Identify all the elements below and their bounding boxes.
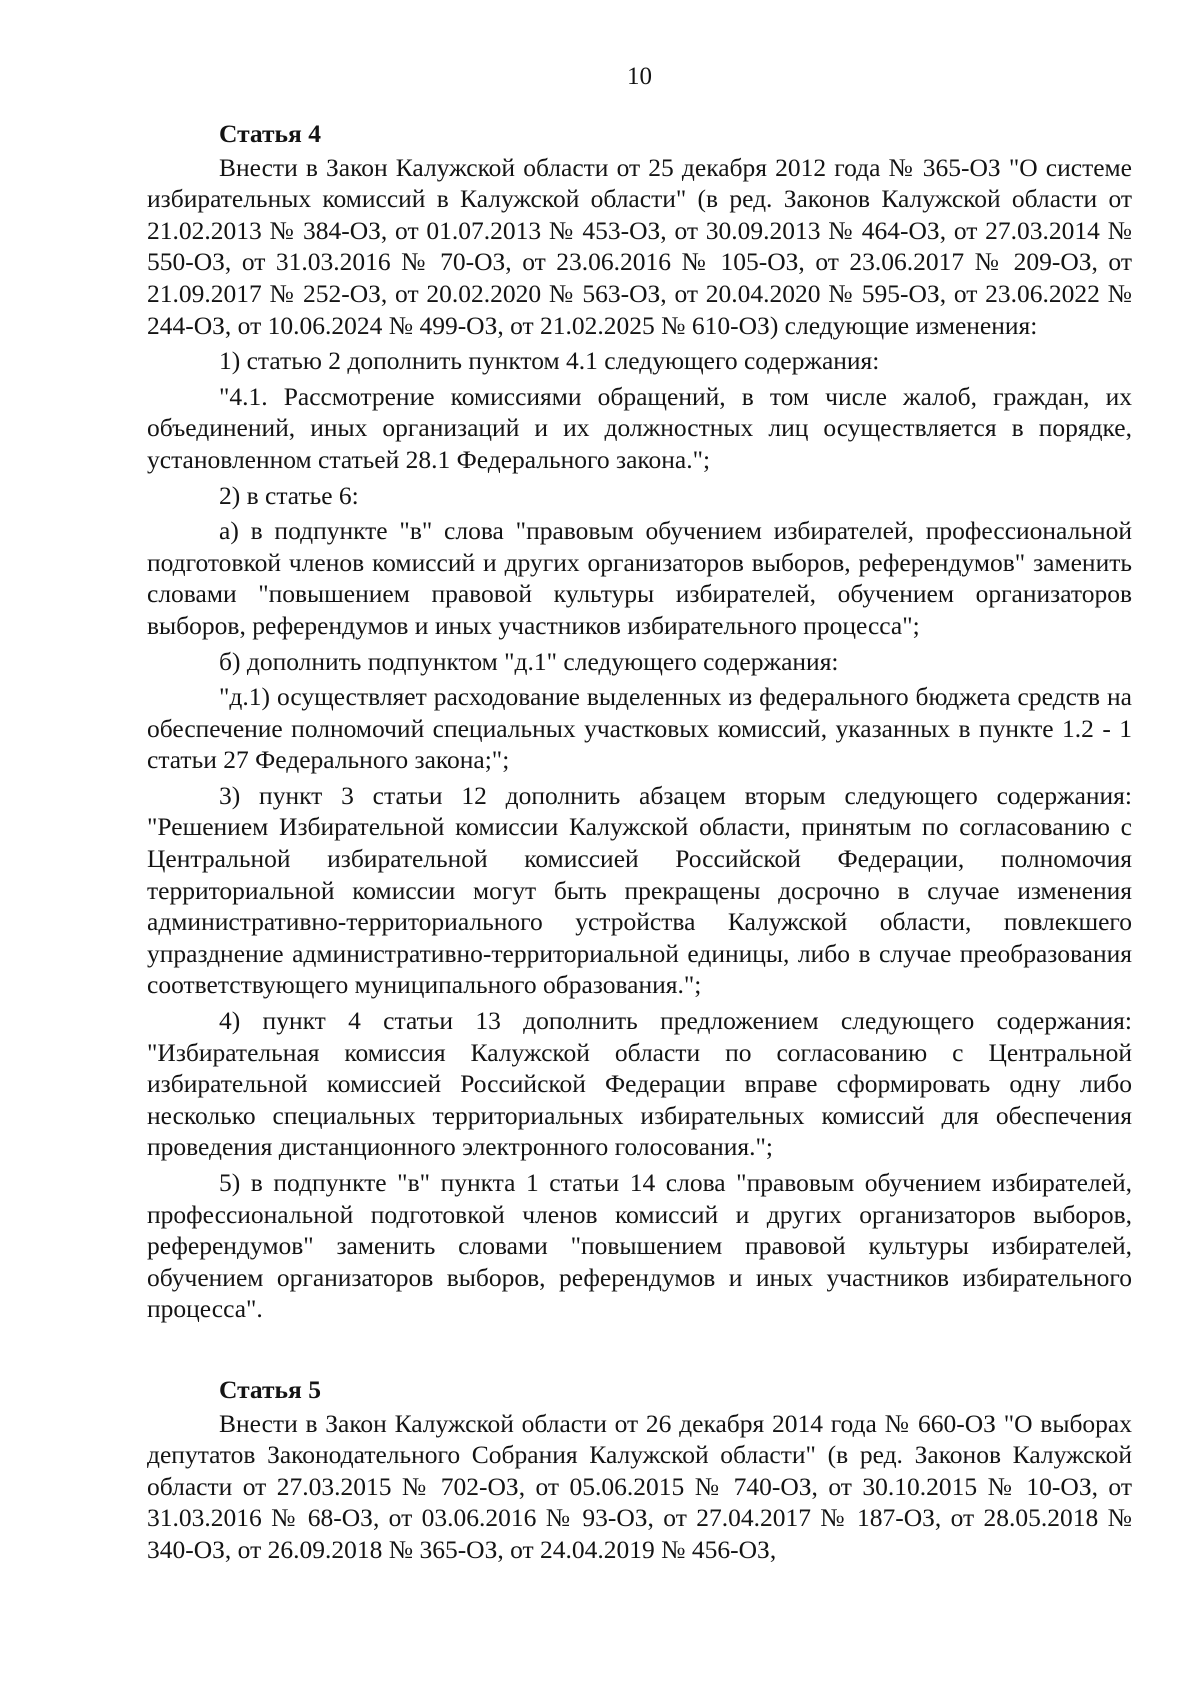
article-4-paragraph: "4.1. Рассмотрение комиссиями обращений, в том числе жалоб, граждан, их объединений, иных организаций и их должностных лиц осуществляется в порядке, установленном статьей 28.1 Федерального закона."; <box>147 381 1132 474</box>
article-5-heading: Статья 5 <box>219 1374 321 1404</box>
document-body <box>147 118 1132 1570</box>
article-4-paragraph: 3) пункт 3 статьи 12 дополнить абзацем вторым следующего содержания: "Решением Избирательной комиссии Калужской области, принятым по согласованию с Центральной избирательной комиссией Российской Федерации, полномочия территориальной комиссии могут быть прекращены досрочно в случае изменения административно-территориального устройства Калужской области, повлекшего упразднение административно-территориальной единицы, либо в случае преобразования соответствующего муниципального образования."; <box>147 780 1132 1000</box>
article-4-paragraph: "д.1) осуществляет расходование выделенных из федерального бюджета средств на обеспечение полномочий специальных участковых комиссий, указанных в пункте 1.2 - 1 статьи 27 Федерального закона;"; <box>147 682 1132 775</box>
document-page <box>147 0 1132 1697</box>
section-gap <box>147 1329 1132 1374</box>
article-4-paragraph: 4) пункт 4 статьи 13 дополнить предложением следующего содержания: "Избирательная комиссия Калужской области по согласованию с Центральной избирательной комиссией Российской Федерации вправе сформировать одну либо несколько специальных территориальных избирательных комиссий для обеспечения проведения дистанционного электронного голосования."; <box>147 1006 1132 1162</box>
article-5-paragraph: Внести в Закон Калужской области от 26 декабря 2014 года № 660-ОЗ "О выборах депутатов Законодательного Собрания Калужской области" (в ред. Законов Калужской области от 27.03.2015 № 702-ОЗ, от 05.06.2015 № 740-ОЗ, от 30.10.2015 № 10-ОЗ, от 31.03.2016 № 68-ОЗ, от 03.06.2016 № 93-ОЗ, от 27.04.2017 № 187-ОЗ, от 28.05.2018 № 340-ОЗ, от 26.09.2018 № 365-ОЗ, от 24.04.2019 № 456-ОЗ, <box>147 1408 1132 1564</box>
article-4-paragraph: 5) в подпункте "в" пункта 1 статьи 14 слова "правовым обучением избирателей, профессиональной подготовкой членов комиссий и других организаторов выборов, референдумов" заменить словами "повышением правовой культуры избирателей, обучением организаторов выборов, референдумов и иных участников избирательного процесса". <box>147 1168 1132 1324</box>
article-4-paragraph: а) в подпункте "в" слова "правовым обучением избирателей, профессиональной подготовкой членов комиссий и других организаторов выборов, референдумов" заменить словами "повышением правовой культуры избирателей, обучением организаторов выборов, референдумов и иных участников избирательного процесса"; <box>147 516 1132 640</box>
page-number: 10 <box>627 63 652 90</box>
article-4-paragraph: Внести в Закон Калужской области от 25 декабря 2012 года № 365-ОЗ "О системе избирательных комиссий в Калужской области" (в ред. Законов Калужской области от 21.02.2013 № 384-ОЗ, от 01.07.2013 № 453-ОЗ, от 30.09.2013 № 464-ОЗ, от 27.03.2014 № 550-ОЗ, от 31.03.2016 № 70-ОЗ, от 23.06.2016 № 105-ОЗ, от 23.06.2017 № 209-ОЗ, от 21.09.2017 № 252-ОЗ, от 20.02.2020 № 563-ОЗ, от 20.04.2020 № 595-ОЗ, от 23.06.2022 № 244-ОЗ, от 10.06.2024 № 499-ОЗ, от 21.02.2025 № 610-ОЗ) следующие изменения: <box>147 152 1132 340</box>
article-4-heading: Статья 4 <box>219 119 321 148</box>
article-4-paragraph: 1) статью 2 дополнить пунктом 4.1 следующего содержания: <box>219 346 880 376</box>
article-4-paragraph: б) дополнить подпунктом "д.1" следующего содержания: <box>219 646 839 676</box>
article-4-paragraph: 2) в статье 6: <box>219 480 359 510</box>
